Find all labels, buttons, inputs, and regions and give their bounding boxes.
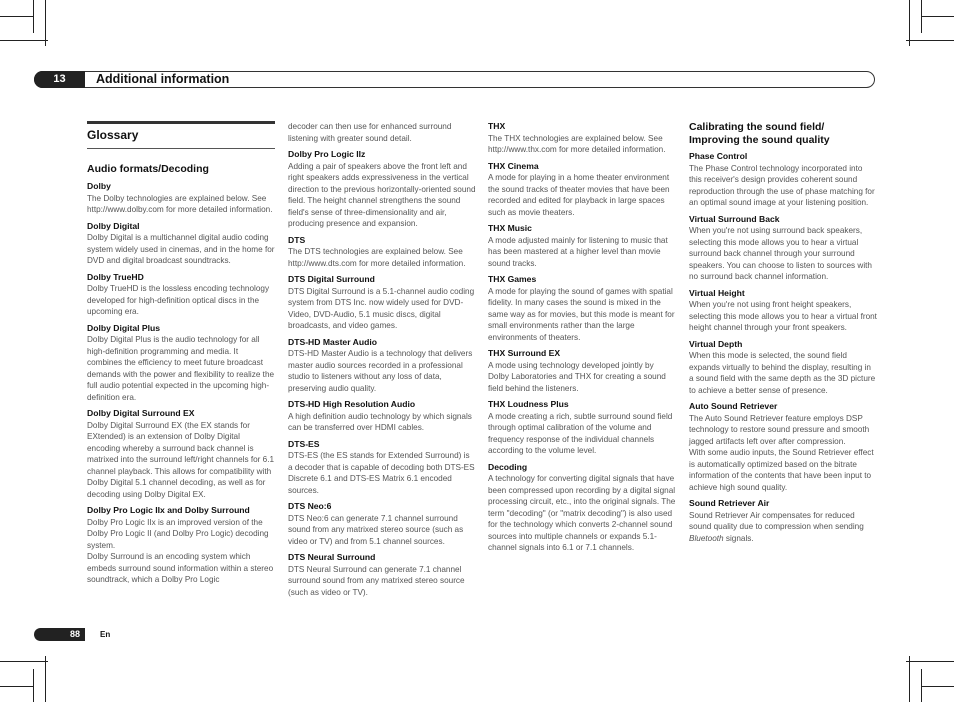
glossary-term: Phase Control (689, 151, 748, 161)
glossary-term: Decoding (488, 461, 528, 472)
glossary-term: Dolby (87, 181, 111, 191)
glossary-definition: The THX technologies are explained below. See http://www.thx.com for more detailed information. (488, 133, 666, 154)
term-list (288, 149, 476, 598)
crop-mark (921, 686, 954, 687)
term-list (87, 181, 275, 586)
glossary-definition: A mode for playing the sound of games with spatial fidelity. In many cases the sound is mixed in the same way as for movies, but this mode is meant for small environments rather than the large environments of theaters. (488, 286, 675, 342)
glossary-term: Auto Sound Retriever (689, 401, 778, 411)
glossary-term: Dolby TrueHD (87, 271, 144, 282)
column-1 (87, 121, 275, 586)
glossary-term: DTS-HD High Resolution Audio (288, 399, 416, 409)
glossary-definition: The Dolby technologies are explained below. See http://www.dolby.com for more detailed information. (87, 193, 273, 214)
crop-mark (45, 656, 46, 702)
glossary-title: Glossary (87, 128, 275, 149)
glossary-definition: A mode creating a rich, subtle surround sound field through optimal calibration of the volume and frequency response of the individual channels according to the volume level. (488, 411, 673, 455)
glossary-definition: Dolby Surround is an encoding system which embeds surround sound information within a stereo soundtrack, which a Dolby Pro Logic (87, 552, 274, 584)
glossary-term: DTS (288, 234, 306, 245)
column-4 (689, 121, 877, 544)
glossary-definition: When you're not using front height speakers, selecting this mode allows you to hear a virtual front height channel through your front speakers. (689, 300, 877, 332)
term-list (689, 151, 877, 544)
glossary-definition: Adding a pair of speakers above the front left and right speakers adds expressiveness in the vertical direction to the previous horizontally-oriented sound field. The height channel strengthens the sound field's sense of three-dimensionality and air, producing presence and expansion. (288, 161, 476, 228)
glossary-term: Dolby Digital Plus (87, 322, 161, 333)
crop-mark (906, 661, 954, 662)
glossary-rule (87, 121, 275, 124)
section-title-audio-formats: Audio formats/Decoding (87, 163, 209, 175)
glossary-term: THX Loudness Plus (488, 399, 569, 409)
chapter-title: Additional information (96, 72, 230, 86)
glossary-definition: Dolby TrueHD is the lossless encoding technology developed for high-definition optical discs in the upcoming era. (87, 284, 270, 316)
crop-mark (921, 0, 922, 33)
crop-mark (33, 0, 34, 33)
glossary-term: THX Music (488, 223, 532, 233)
glossary-term: Dolby Digital (87, 220, 140, 231)
column-3 (488, 121, 676, 554)
chapter-number: 13 (34, 71, 85, 88)
crop-mark (0, 661, 48, 662)
glossary-definition: Dolby Digital Surround EX (the EX stands for EXtended) is an extension of Dolby Digital encoding whereby a surround back channel is matrixed into the surround left/right channels for 6.1 channel playback. This allows for compatibility with Dolby Digital 5.1 channel decoding, as well as for decoding using Dolby Digital EX. (87, 420, 275, 499)
glossary-definition: Dolby Digital Plus is the audio technology for all high-definition programming and media. It combines the efficiency to meet future broadcast demands with the power and flexibility to realize the full audio potential expected in the upcoming high-definition era. (87, 335, 275, 402)
crop-mark (921, 669, 922, 702)
glossary-term: Dolby Pro Logic IIx and Dolby Surround (87, 505, 250, 515)
crop-mark (45, 0, 46, 46)
glossary-term: DTS Neural Surround (288, 552, 376, 562)
glossary-definition: A technology for converting digital signals that have been compressed upon recording by a digital signal processing circuit, etc., into the original signals. The term "decoding" (or "matrix decoding") is also used for the technology which converts 2-channel sound sources into multiple channels or expands 5.1-channel signals into 6.1 or 7.1 channels. (488, 474, 676, 552)
crop-mark (909, 0, 910, 46)
glossary-term: Dolby Digital Surround EX (87, 408, 195, 418)
glossary-definition: The Phase Control technology incorporated into this receiver's design provides coherent sound reproduction through the use of phase matching for an optimal sound image at your listening position. (689, 163, 875, 207)
glossary-definition: The Auto Sound Retriever feature employs DSP technology to restore sound pressure and smooth jagged artifacts left over after compression. (689, 413, 870, 446)
glossary-term: DTS-HD Master Audio (288, 336, 377, 347)
glossary-term: DTS Digital Surround (288, 274, 375, 284)
section-title-calibrating: Calibrating the sound field/ Improving the sound quality (689, 121, 830, 146)
page-language: En (100, 630, 111, 639)
glossary-term: Virtual Height (689, 287, 745, 298)
glossary-definition: Sound Retriever Air compensates for reduced sound quality due to compression when sending Bluetooth signals. (689, 510, 864, 543)
crop-mark (906, 40, 954, 41)
crop-mark (0, 16, 33, 17)
glossary-definition: The DTS technologies are explained below. See http://www.dts.com for more detailed information. (288, 247, 466, 268)
glossary-term: THX (488, 121, 506, 131)
glossary-definition: Dolby Pro Logic IIx is an improved version of the Dolby Pro Logic II (and Dolby Pro Logic) decoding system. (87, 517, 269, 550)
page-number: 88 (34, 628, 85, 641)
term-list (488, 121, 676, 554)
glossary-term: Virtual Depth (689, 338, 743, 349)
glossary-definition: DTS-HD Master Audio is a technology that delivers master audio sources recorded in a professional studio to listeners without any loss of data, preserving audio quality. (288, 349, 473, 393)
column-2 (288, 121, 476, 598)
glossary-term: DTS Neo:6 (288, 501, 332, 511)
glossary-term: Dolby Pro Logic IIz (288, 149, 366, 159)
glossary-definition: DTS Neo:6 can generate 7.1 channel surround sound from any matrixed stereo source (such as video or TV) and from 5.1 channel sources. (288, 513, 464, 546)
glossary-term: THX Cinema (488, 160, 539, 171)
glossary-definition: A high definition audio technology by which signals can be transferred over HDMI cables. (288, 411, 472, 432)
crop-mark (921, 16, 954, 17)
glossary-term: Virtual Surround Back (689, 213, 780, 224)
crop-mark (0, 686, 33, 687)
glossary-definition: When this mode is selected, the sound field expands virtually to behind the display, resulting in a sound field with the same depth as the 3D picture to achieve a better sense of presence. (689, 351, 876, 395)
glossary-term: THX Surround EX (488, 348, 561, 358)
glossary-definition: When you're not using surround back speakers, selecting this mode allows you to hear a virtual surround back channel through your surround speakers. You can choose to listen to sources with no surround back channel information. (689, 226, 872, 281)
glossary-term: THX Games (488, 274, 537, 284)
glossary-definition: DTS Neural Surround can generate 7.1 channel surround sound from any matrixed stereo source (such as video or TV). (288, 564, 465, 597)
crop-mark (0, 40, 48, 41)
glossary-definition: A mode using technology developed jointly by Dolby Laboratories and THX for creating a sound field behind the listeners. (488, 360, 666, 393)
glossary-term: DTS-ES (288, 438, 320, 449)
crop-mark (33, 669, 34, 702)
glossary-definition: DTS Digital Surround is a 5.1-channel audio coding system from DTS Inc. now widely used for DVD-Video, DVD-Audio, 5.1 music discs, digital broadcasts, and video games. (288, 286, 475, 330)
crop-mark (909, 656, 910, 702)
glossary-definition: A mode adjusted mainly for listening to music that has been mastered at a higher level than movie sound tracks. (488, 235, 668, 268)
continued-text: decoder can then use for enhanced surround listening with greater sound detail. (288, 122, 452, 143)
glossary-definition: A mode for playing in a home theater environment the sound tracks of theater movies that have been recorded and edited for playback in large spaces such as movie theaters. (488, 173, 670, 217)
glossary-definition: DTS-ES (the ES stands for Extended Surround) is a decoder that is capable of decoding both DTS-ES Discrete 6.1 and DTS-ES Matrix 6.1 encoded sources. (288, 451, 475, 495)
glossary-term: Sound Retriever Air (689, 498, 770, 508)
glossary-definition: Dolby Digital is a multichannel digital audio coding system widely used in cinemas, and in the home for DVD and digital broadcast soundtracks. (87, 233, 275, 265)
glossary-definition: With some audio inputs, the Sound Retriever effect is automatically optimized based on the bitrate information of the contents that have been input to achieve high sound quality. (689, 448, 874, 492)
